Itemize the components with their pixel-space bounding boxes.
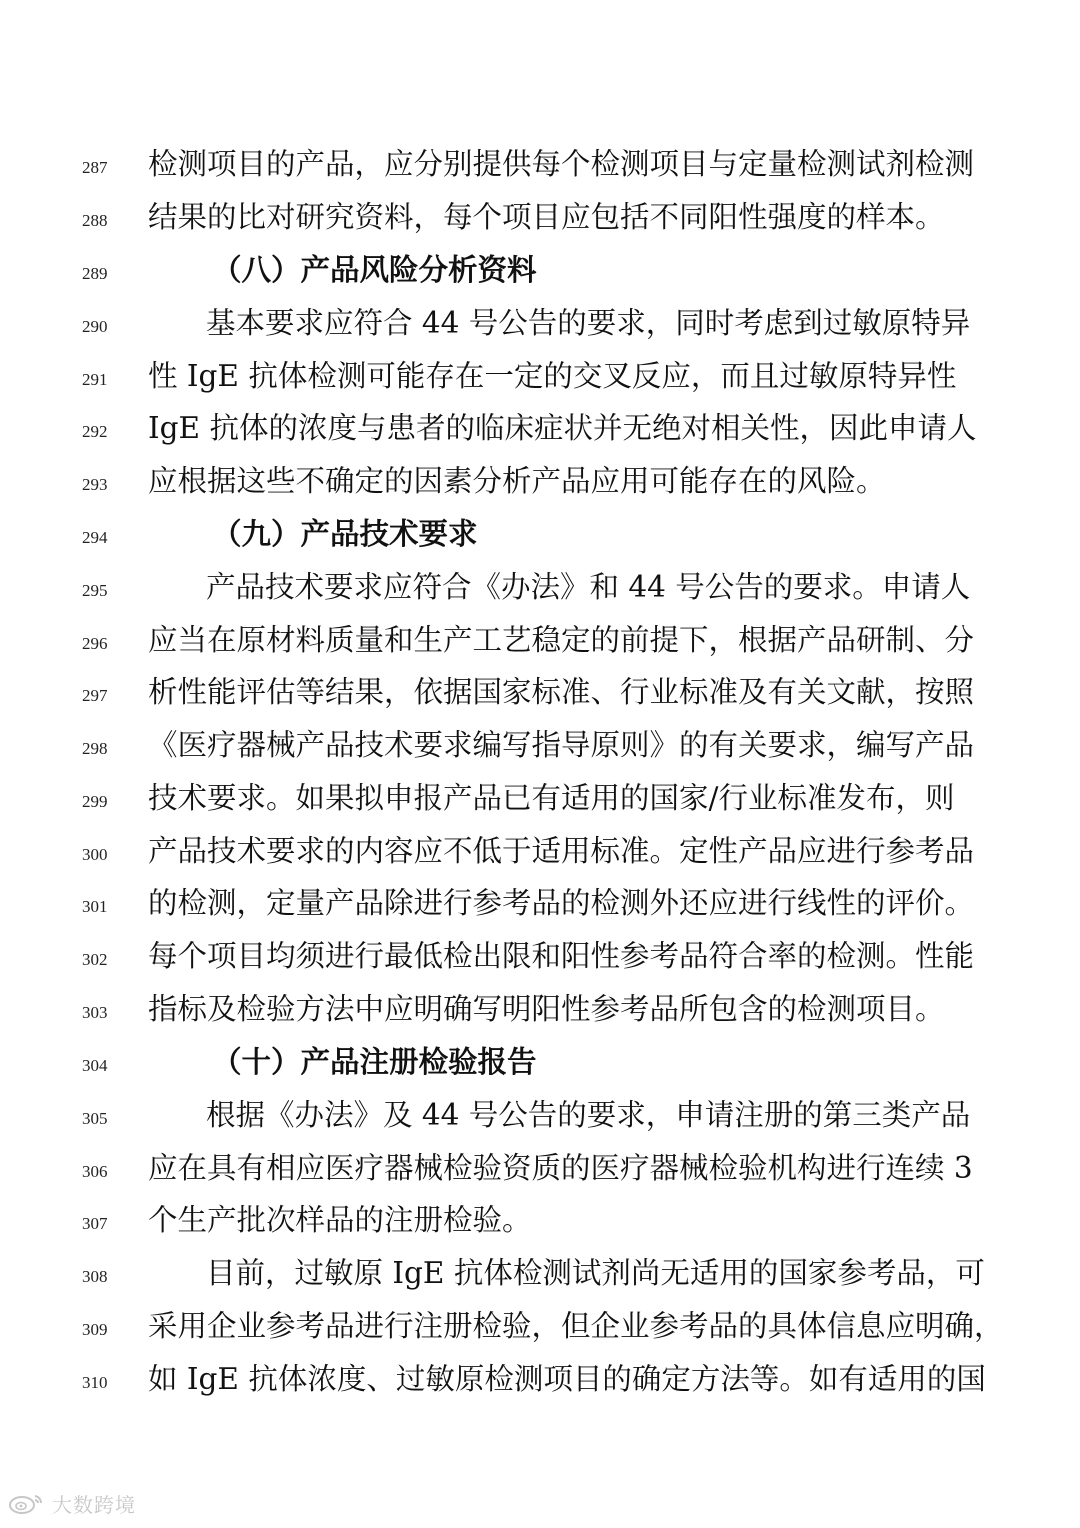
line-text: 《医疗器械产品技术要求编写指导原则》的有关要求，编写产品 — [148, 728, 975, 762]
line-text: 基本要求应符合 44 号公告的要求，同时考虑到过敏原特异 — [206, 306, 971, 340]
text-line — [0, 1198, 1080, 1250]
line-text: 结果的比对研究资料，每个项目应包括不同阳性强度的样本。 — [148, 200, 945, 234]
line-text: IgE 抗体的浓度与患者的临床症状并无绝对相关性，因此申请人 — [148, 411, 977, 445]
text-line — [0, 301, 1080, 353]
line-number: 294 — [82, 528, 108, 547]
line-number: 293 — [82, 475, 108, 494]
text-line — [0, 459, 1080, 511]
text-line — [0, 1093, 1080, 1145]
text-line — [0, 565, 1080, 617]
line-text: 的检测，定量产品除进行参考品的检测外还应进行线性的评价。 — [148, 886, 975, 920]
section-heading-line — [0, 1040, 1080, 1092]
line-text: 产品技术要求应符合《办法》和 44 号公告的要求。申请人 — [206, 570, 971, 604]
text-line — [0, 881, 1080, 933]
line-number: 290 — [82, 317, 108, 336]
section-heading: （十）产品注册检验报告 — [212, 1044, 537, 1079]
line-number: 308 — [82, 1267, 108, 1286]
line-number: 289 — [82, 264, 108, 283]
weibo-logo-icon — [8, 1492, 46, 1514]
line-number: 305 — [82, 1109, 108, 1128]
line-number: 291 — [82, 370, 108, 389]
line-text: 应根据这些不确定的因素分析产品应用可能存在的风险。 — [148, 464, 886, 498]
line-number: 297 — [82, 686, 108, 705]
line-number: 303 — [82, 1003, 108, 1022]
line-number: 302 — [82, 950, 108, 969]
line-text: 应当在原材料质量和生产工艺稳定的前提下，根据产品研制、分 — [148, 623, 975, 657]
text-line — [0, 1304, 1080, 1356]
line-text: 应在具有相应医疗器械检验资质的医疗器械检验机构进行连续 3 — [148, 1151, 973, 1185]
line-number: 309 — [82, 1320, 108, 1339]
text-line — [0, 934, 1080, 986]
section-heading: （八）产品风险分析资料 — [212, 252, 537, 287]
line-number: 287 — [82, 158, 108, 177]
text-line — [0, 829, 1080, 881]
line-text: 个生产批次样品的注册检验。 — [148, 1203, 532, 1237]
line-text: 根据《办法》及 44 号公告的要求，申请注册的第三类产品 — [206, 1098, 971, 1132]
line-text: 技术要求。如果拟申报产品已有适用的国家/行业标准发布，则 — [148, 781, 955, 815]
line-text: 目前，过敏原 IgE 抗体检测试剂尚无适用的国家参考品，可 — [206, 1256, 985, 1290]
text-line — [0, 670, 1080, 722]
text-line — [0, 1251, 1080, 1303]
line-number: 292 — [82, 422, 108, 441]
line-number: 298 — [82, 739, 108, 758]
line-text: 如 IgE 抗体浓度、过敏原检测项目的确定方法等。如有适用的国 — [148, 1362, 986, 1396]
watermark — [8, 1488, 136, 1518]
line-text: 析性能评估等结果，依据国家标准、行业标准及有关文献，按照 — [148, 675, 975, 709]
text-line — [0, 776, 1080, 828]
line-number: 306 — [82, 1162, 108, 1181]
text-line — [0, 618, 1080, 670]
line-number: 307 — [82, 1214, 108, 1233]
line-number: 310 — [82, 1373, 108, 1392]
text-line — [0, 723, 1080, 775]
line-text: 采用企业参考品进行注册检验，但企业参考品的具体信息应明确， — [148, 1309, 1004, 1343]
text-line — [0, 987, 1080, 1039]
line-number: 304 — [82, 1056, 108, 1075]
line-text: 指标及检验方法中应明确写明阳性参考品所包含的检测项目。 — [148, 992, 945, 1026]
line-text: 性 IgE 抗体检测可能存在一定的交叉反应，而且过敏原特异性 — [148, 359, 957, 393]
line-number: 296 — [82, 634, 108, 653]
text-line — [0, 354, 1080, 406]
line-number: 301 — [82, 897, 108, 916]
line-text: 产品技术要求的内容应不低于适用标准。定性产品应进行参考品 — [148, 834, 975, 868]
text-line — [0, 1146, 1080, 1198]
watermark-text: 大数跨境 — [52, 1492, 136, 1517]
section-heading-line — [0, 512, 1080, 564]
line-number: 295 — [82, 581, 108, 600]
line-text: 每个项目均须进行最低检出限和阳性参考品符合率的检测。性能 — [148, 939, 975, 973]
line-number: 299 — [82, 792, 108, 811]
line-text: 检测项目的产品，应分别提供每个检测项目与定量检测试剂检测 — [148, 147, 975, 181]
text-line — [0, 142, 1080, 194]
text-line — [0, 406, 1080, 458]
text-line — [0, 195, 1080, 247]
section-heading: （九）产品技术要求 — [212, 516, 478, 551]
line-number: 288 — [82, 211, 108, 230]
line-number: 300 — [82, 845, 108, 864]
text-line — [0, 1357, 1080, 1409]
section-heading-line — [0, 248, 1080, 300]
